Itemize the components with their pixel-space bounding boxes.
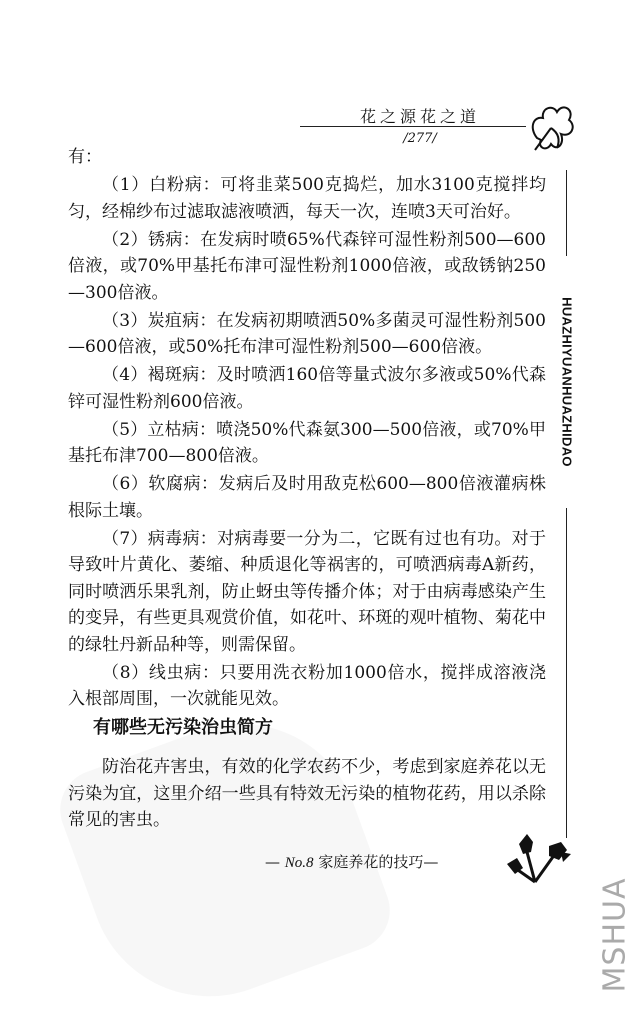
paragraph: 防治花卉害虫，有效的化学农药不少，考虑到家庭养花以无污染为宜，这里介绍一些具有特效无污染的植物花药，用以杀除常见的害虫。 bbox=[68, 757, 546, 830]
chapter-title: 家庭养花的技巧 bbox=[318, 853, 424, 871]
dash: — bbox=[423, 853, 439, 871]
margin-rule-top bbox=[566, 170, 567, 256]
body-text bbox=[68, 144, 546, 714]
dash: — bbox=[265, 853, 280, 871]
watermark-text: MSHUA bbox=[597, 877, 633, 993]
plant-ornament-icon bbox=[505, 832, 573, 888]
section-heading: 有哪些无污染治虫简方 bbox=[93, 717, 273, 738]
running-title: 花之源花之道 bbox=[359, 107, 480, 126]
spine-text bbox=[555, 262, 579, 502]
margin-rule-bottom bbox=[566, 508, 567, 838]
paragraph-rust: （2）锈病：在发病时喷65%代森锌可湿性粉剂500—600倍液，或70%甲基托布津可湿性粉剂1000倍液，或敌锈钠250—300倍液。 bbox=[68, 229, 546, 303]
paragraph-powdery-mildew: （1）白粉病：可将韭菜500克捣烂，加水3100克搅拌均匀，经棉纱布过滤取滤液喷洒，每天一次，连喷3天可治好。 bbox=[68, 175, 546, 222]
paragraph: 有： bbox=[68, 147, 102, 167]
page-number: /277/ bbox=[403, 131, 437, 146]
section-body bbox=[68, 754, 546, 834]
chapter-number: No.8 bbox=[284, 855, 314, 871]
watermark bbox=[590, 875, 639, 995]
header-rule bbox=[300, 126, 526, 127]
paragraph-anthracnose: （3）炭疽病：在发病初期喷洒50%多菌灵可湿性粉剂500—600倍液，或50%托布津可湿性粉剂500—600倍液。 bbox=[68, 310, 546, 357]
paragraph-soft-rot: （6）软腐病：发病后及时用敌克松600—800倍液灌病株根际土壤。 bbox=[68, 474, 546, 521]
paragraph-virus: （7）病毒病：对病毒要一分为二，它既有过也有功。对于导致叶片黄化、萎缩、种质退化等祸害的，可喷洒病毒A新药，同时喷洒乐果乳剂，防止蚜虫等传播介体；对于由病毒感染产生的变异，有些更具观赏价值，如花叶、环斑的观叶植物、菊花中的绿牡丹新品种等，则需保留。 bbox=[68, 528, 546, 655]
chapter-footer bbox=[265, 851, 438, 872]
paragraph-damping-off: （5）立枯病：喷浇50%代森氨300—500倍液，或70%甲基托布津700—800倍液。 bbox=[68, 419, 546, 466]
spine-label: HUAZHIYUANHUAZHIDAO bbox=[559, 297, 575, 467]
paragraph-brown-spot: （4）褐斑病：及时喷洒160倍等量式波尔多液或50%代森锌可湿性粉剂600倍液。 bbox=[68, 365, 546, 412]
paragraph-nematode: （8）线虫病：只要用洗衣粉加1000倍水，搅拌成溶液浇入根部周围，一次就能见效。 bbox=[68, 662, 546, 709]
